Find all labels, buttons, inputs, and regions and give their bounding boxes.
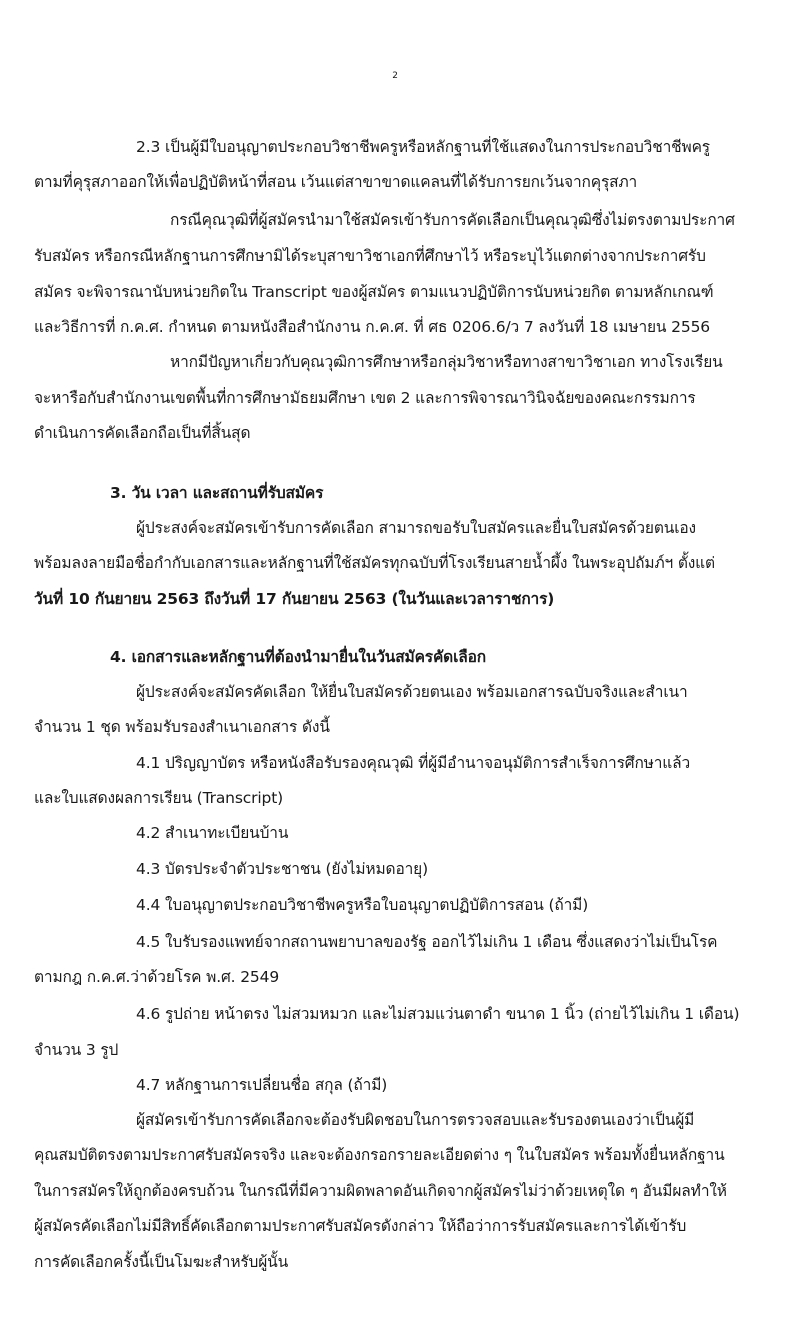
paragraph-line: สมัคร จะพิจารณานับหน่วยกิตใน Transcript ของผู้สมัคร ตามแนวปฏิบัติการนับหน่วยกิต ตามหลักเกณฑ์ (34, 283, 714, 301)
paragraph-line: ตามกฎ ก.ค.ศ.ว่าด้วยโรค พ.ศ. 2549 (34, 968, 280, 986)
paragraph-line: และใบแสดงผลการเรียน (Transcript) (34, 789, 284, 807)
section-heading: 3. วัน เวลา และสถานที่รับสมัคร (110, 484, 324, 502)
paragraph-line: การคัดเลือกครั้งนี้เป็นโมฆะสำหรับผู้นั้น (34, 1253, 289, 1271)
page-number: 2 (392, 71, 398, 81)
paragraph-line: ตามที่คุรุสภาออกให้เพื่อปฏิบัติหน้าที่สอน เว้นแต่สาขาขาดแคลนที่ได้รับการยกเว้นจากคุรุสภา (34, 173, 638, 191)
list-item: 4.5 ใบรับรองแพทย์จากสถานพยาบาลของรัฐ ออกไว้ไม่เกิน 1 เดือน ซึ่งแสดงว่าไม่เป็นโรค (136, 933, 718, 951)
list-item: 4.1 ปริญญาบัตร หรือหนังสือรับรองคุณวุฒิ ที่ผู้มีอำนาจอนุมัติการสำเร็จการศึกษาแล้ว (136, 754, 691, 772)
paragraph-line: ผู้สมัครคัดเลือกไม่มีสิทธิ์คัดเลือกตามประกาศรับสมัครดังกล่าว ให้ถือว่าการรับสมัครและการได้เข้ารับ (34, 1217, 687, 1235)
list-item: 4.6 รูปถ่าย หน้าตรง ไม่สวมหมวก และไม่สวมแว่นตาดำ ขนาด 1 นิ้ว (ถ่ายไว้ไม่เกิน 1 เดือน) (136, 1005, 740, 1023)
paragraph-line: ผู้ประสงค์จะสมัครคัดเลือก ให้ยื่นใบสมัครด้วยตนเอง พร้อมเอกสารฉบับจริงและสำเนา (136, 683, 688, 701)
section-heading: 4. เอกสารและหลักฐานที่ต้องนำมายื่นในวันสมัครคัดเลือก (110, 648, 486, 666)
paragraph-line: ในการสมัครให้ถูกต้องครบถ้วน ในกรณีที่มีความผิดพลาดอันเกิดจากผู้สมัครไม่ว่าด้วยเหตุใด ๆ อันมีผลทำให้ (34, 1182, 727, 1200)
paragraph-line: รับสมัคร หรือกรณีหลักฐานการศึกษามิได้ระบุสาขาวิชาเอกที่ศึกษาไว้ หรือระบุไว้แตกต่างจากประกาศรับ (34, 247, 706, 265)
paragraph-line: จะหารือกับสำนักงานเขตพื้นที่การศึกษามัธยมศึกษา เขต 2 และการพิจารณาวินิจฉัยของคณะกรรมการ (34, 389, 696, 407)
paragraph-line: หากมีปัญหาเกี่ยวกับคุณวุฒิการศึกษาหรือกลุ่มวิชาหรือทางสาขาวิชาเอก ทางโรงเรียน (170, 353, 723, 371)
paragraph-line: จำนวน 3 รูป (34, 1041, 119, 1059)
list-item: 4.2 สำเนาทะเบียนบ้าน (136, 824, 289, 842)
paragraph-line: กรณีคุณวุฒิที่ผู้สมัครนำมาใช้สมัครเข้ารับการคัดเลือกเป็นคุณวุฒิซึ่งไม่ตรงตามประกาศ (170, 211, 735, 229)
paragraph-line: คุณสมบัติตรงตามประกาศรับสมัครจริง และจะต้องกรอกรายละเอียดต่าง ๆ ในใบสมัคร พร้อมทั้งยื่นหลักฐาน (34, 1146, 725, 1164)
paragraph-line: ผู้ประสงค์จะสมัครเข้ารับการคัดเลือก สามารถขอรับใบสมัครและยื่นใบสมัครด้วยตนเอง (136, 519, 696, 537)
paragraph-line: พร้อมลงลายมือชื่อกำกับเอกสารและหลักฐานที่ใช้สมัครทุกฉบับที่โรงเรียนสายน้ำผึ้ง ในพระอุปถัมภ์ฯ ตั้งแต่ (34, 554, 715, 572)
paragraph-line-bold: วันที่ 10 กันยายน 2563 ถึงวันที่ 17 กันยายน 2563 (ในวันและเวลาราชการ) (34, 590, 555, 608)
paragraph-line: จำนวน 1 ชุด พร้อมรับรองสำเนาเอกสาร ดังนี้ (34, 718, 330, 736)
paragraph-line: ผู้สมัครเข้ารับการคัดเลือกจะต้องรับผิดชอบในการตรวจสอบและรับรองตนเองว่าเป็นผู้มี (136, 1111, 695, 1129)
list-item: 4.7 หลักฐานการเปลี่ยนชื่อ สกุล (ถ้ามี) (136, 1076, 388, 1094)
paragraph-line: 2.3 เป็นผู้มีใบอนุญาตประกอบวิชาชีพครูหรือหลักฐานที่ใช้แสดงในการประกอบวิชาชีพครู (136, 138, 710, 156)
paragraph-line: และวิธีการที่ ก.ค.ศ. กำหนด ตามหนังสือสำนักงาน ก.ค.ศ. ที่ ศธ 0206.6/ว 7 ลงวันที่ 18 เมษายน 2556 (34, 318, 711, 336)
list-item: 4.3 บัตรประจำตัวประชาชน (ยังไม่หมดอายุ) (136, 860, 429, 878)
paragraph-line: ดำเนินการคัดเลือกถือเป็นที่สิ้นสุด (34, 424, 251, 442)
list-item: 4.4 ใบอนุญาตประกอบวิชาชีพครูหรือใบอนุญาตปฏิบัติการสอน (ถ้ามี) (136, 896, 589, 914)
